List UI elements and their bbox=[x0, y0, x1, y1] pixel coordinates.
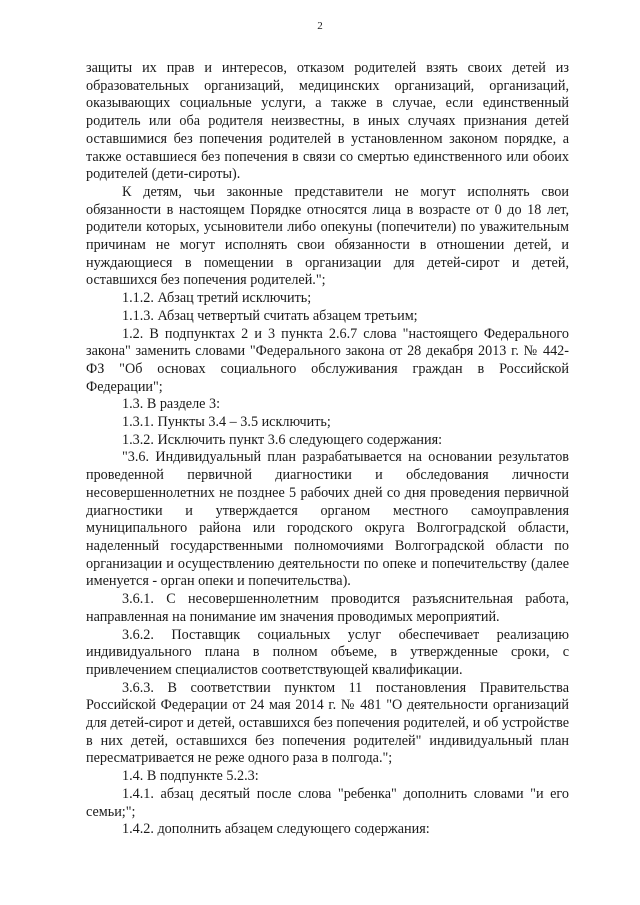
paragraph-3-6-1: 3.6.1. С несовершеннолетним проводится разъяснительная работа, направленная на понимание им значения проводимых мероприятий. bbox=[86, 591, 569, 625]
paragraph-1-1-3: 1.1.3. Абзац четвертый считать абзацем третьим; bbox=[122, 307, 418, 324]
paragraph-children-without-care-definition: защиты их прав и интересов, отказом родителей взять своих детей из образовательных организаций, медицинских организаций, организаций, оказывающих социальные услуги, а также в случае, если единственный родитель или оба родителя неизвестны, в иных случаях признания детей оставшимися без попечения родителей в установленном законом порядке, а также оставшиеся без попечения в связи со смертью единственного или обоих родителей (дети-сироты). bbox=[86, 60, 569, 183]
paragraph-1-4: 1.4. В подпункте 5.2.3: bbox=[122, 768, 259, 785]
paragraph-1-3: 1.3. В разделе 3: bbox=[122, 396, 221, 413]
paragraph-3-6-2: 3.6.2. Поставщик социальных услуг обеспечивает реализацию индивидуального плана в полном объеме, в утвержденные сроки, с привлечением специалистов соответствующей квалификации. bbox=[86, 626, 569, 678]
page-number: 2 bbox=[317, 20, 323, 32]
paragraph-1-4-2: 1.4.2. дополнить абзацем следующего содержания: bbox=[122, 821, 430, 838]
paragraph-3-6-3: 3.6.3. В соответствии пунктом 11 постановления Правительства Российской Федерации от 24 мая 2014 г. № 481 "О деятельности организаций для детей-сирот и детей, оставшихся без попечения родителей, и об устройстве в них детей, оставшихся без попечения родителей" индивидуальный план пересматривается не реже одного раза в полгода."; bbox=[86, 679, 569, 767]
paragraph-1-4-1: 1.4.1. абзац десятый после слова "ребенка" дополнить словами "и его семьи;"; bbox=[86, 785, 569, 820]
document-body bbox=[86, 60, 569, 839]
paragraph-1-2: 1.2. В подпунктах 2 и 3 пункта 2.6.7 слова "настоящего Федерального закона" заменить словами "Федерального закона от 28 декабря 2013 г. № 442-ФЗ "Об основах социального обслуживания граждан в Российской Федерации"; bbox=[86, 325, 569, 395]
paragraph-children-of-unable-representatives: К детям, чьи законные представители не могут исполнять свои обязанности в настоящем Порядке относятся лица в возрасте от 0 до 18 лет, родители которых, усыновители либо опекуны (попечители) по уважительным причинам не могут исполнять свои обязанности в отношении детей, и нуждающиеся в помещении в организации для детей-сирот и детей, оставшихся без попечения родителей."; bbox=[86, 183, 569, 289]
paragraph-1-3-2: 1.3.2. Исключить пункт 3.6 следующего содержания: bbox=[122, 431, 443, 448]
paragraph-1-1-2: 1.1.2. Абзац третий исключить; bbox=[122, 290, 312, 307]
paragraph-3-6: "3.6. Индивидуальный план разрабатывается на основании результатов проведенной первичной диагностики и обследования личности несовершеннолетних не позднее 5 рабочих дней со дня проведения первичной диагностики и утверждается органом местного самоуправления муниципального района или городского округа Волгоградской области, наделенный государственными полномочиями Волгоградской области по организации и осуществлению деятельности по опеке и попечительству (далее именуется - орган опеки и попечительства). bbox=[86, 449, 569, 590]
paragraph-1-3-1: 1.3.1. Пункты 3.4 – 3.5 исключить; bbox=[122, 414, 331, 431]
